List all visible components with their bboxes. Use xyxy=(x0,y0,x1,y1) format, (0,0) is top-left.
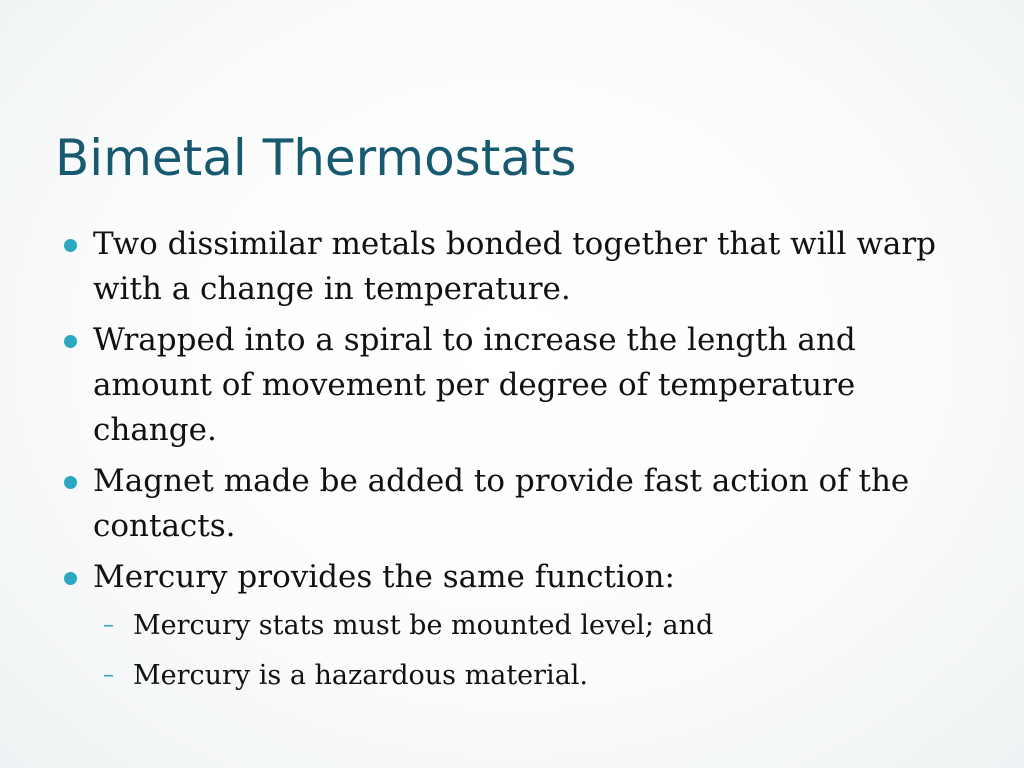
bullet-dot-icon xyxy=(64,239,77,252)
bullet-item xyxy=(60,459,960,549)
dash-icon: – xyxy=(103,663,114,688)
slide-title: Bimetal Thermostats xyxy=(55,129,577,187)
bullet-text: Magnet made be added to provide fast action of the contacts. xyxy=(93,463,910,544)
bullet-dot-icon xyxy=(64,335,77,348)
slide-body xyxy=(60,222,960,706)
bullet-item xyxy=(60,222,960,312)
bullet-item xyxy=(60,555,960,600)
bullet-text: Two dissimilar metals bonded together that will warp with a change in temperature. xyxy=(93,226,936,307)
sub-bullet-text: Mercury stats must be mounted level; and xyxy=(133,610,714,641)
sub-bullet-item xyxy=(60,656,960,696)
bullet-dot-icon xyxy=(64,572,77,585)
sub-bullet-list xyxy=(60,606,960,696)
bullet-text: Wrapped into a spiral to increase the length and amount of movement per degree of temperature change. xyxy=(93,322,856,448)
sub-bullet-item xyxy=(60,606,960,646)
bullet-item xyxy=(60,318,960,453)
sub-bullet-text: Mercury is a hazardous material. xyxy=(133,660,589,691)
bullet-text: Mercury provides the same function: xyxy=(93,559,675,595)
dash-icon: – xyxy=(103,613,114,638)
bullet-dot-icon xyxy=(64,476,77,489)
